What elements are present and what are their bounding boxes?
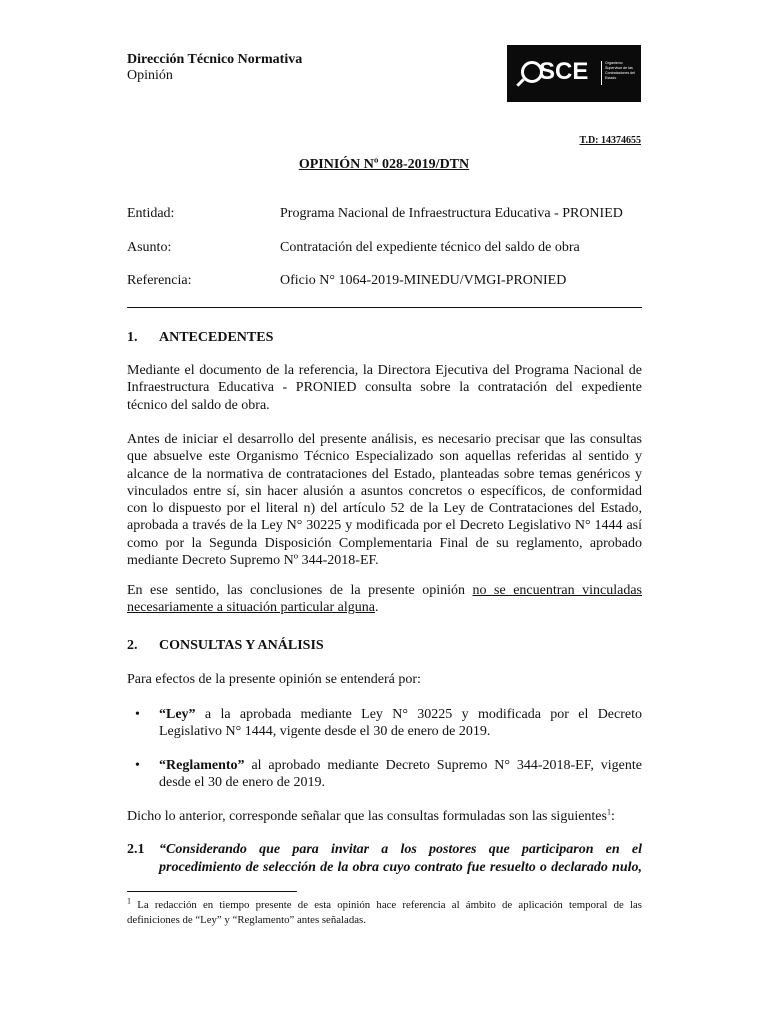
document-title: OPINIÓN Nº 028-2019/DTN <box>298 157 470 172</box>
footnote: $^1$ La redacción en tiempo presente de esta opinión hace referencia al ámbito de aplicación temporal de las definiciones de “Ley” y “Reglamento” antes señaladas. <box>127 896 642 926</box>
meta-value: Contratación del expediente técnico del saldo de obra <box>280 240 580 255</box>
paragraph-antecedentes-2: Antes de iniciar el desarrollo del presente análisis, es necesario precisar que las consultas que absuelve este Organismo Técnico Especializado son aquellas referidas al sentido y alcance de la normativa de contrataciones del Estado, planteadas sobre temas genéricos y vinculados entre sí, sin hacer alusión a asuntos concretos o específicos, de conformidad con lo dispuesto por el literal n) del artículo 52 de la Ley de Contrataciones del Estado, aprobada a través de la Ley N° 30225 y modificada por el Decreto Legislativo N° 1444 así como por la Segunda Disposición Complementaria Final de su reglamento, aprobado mediante Decreto Supremo Nº 344-2018-EF. <box>127 432 642 569</box>
footnote-divider <box>127 891 297 892</box>
tramite-number: T.D: 14374655 <box>579 135 641 146</box>
logo-text: SCE <box>539 58 589 85</box>
divider <box>127 307 642 308</box>
meta-label: Asunto: <box>127 240 172 255</box>
document-type: Opinión <box>127 68 173 83</box>
bullet-icon: • <box>135 707 140 722</box>
paragraph-antecedentes-3: En ese sentido, las conclusiones de la presente opinión no se encuentran vinculadas necesariamente a situación particular alguna. <box>127 583 642 616</box>
department-name: Dirección Técnico Normativa <box>127 52 303 67</box>
footnote-ref: 1 <box>606 807 611 817</box>
bullet-icon: • <box>135 758 140 773</box>
logo-subtitle: Organismo Supervisor de las Contrataciones del Estado <box>605 61 635 80</box>
osce-logo <box>507 45 641 102</box>
meta-value: Programa Nacional de Infraestructura Educativa - PRONIED <box>280 206 623 221</box>
meta-label: Entidad: <box>127 206 175 221</box>
paragraph-intro: Para efectos de la presente opinión se entenderá por: <box>127 672 421 687</box>
paragraph-antecedentes-1: Mediante el documento de la referencia, la Directora Ejecutiva del Programa Nacional de Infraestructura Educativa - PRONIED consulta sobre la contratación del expediente técnico del saldo de obra. <box>127 363 642 413</box>
meta-value: Oficio N° 1064-2019-MINEDU/VMGI-PRONIED <box>280 273 567 288</box>
paragraph-consultas-intro: Dicho lo anterior, corresponde señalar que las consultas formuladas son las siguientes$^1$: <box>127 807 615 824</box>
meta-label: Referencia: <box>127 273 192 288</box>
